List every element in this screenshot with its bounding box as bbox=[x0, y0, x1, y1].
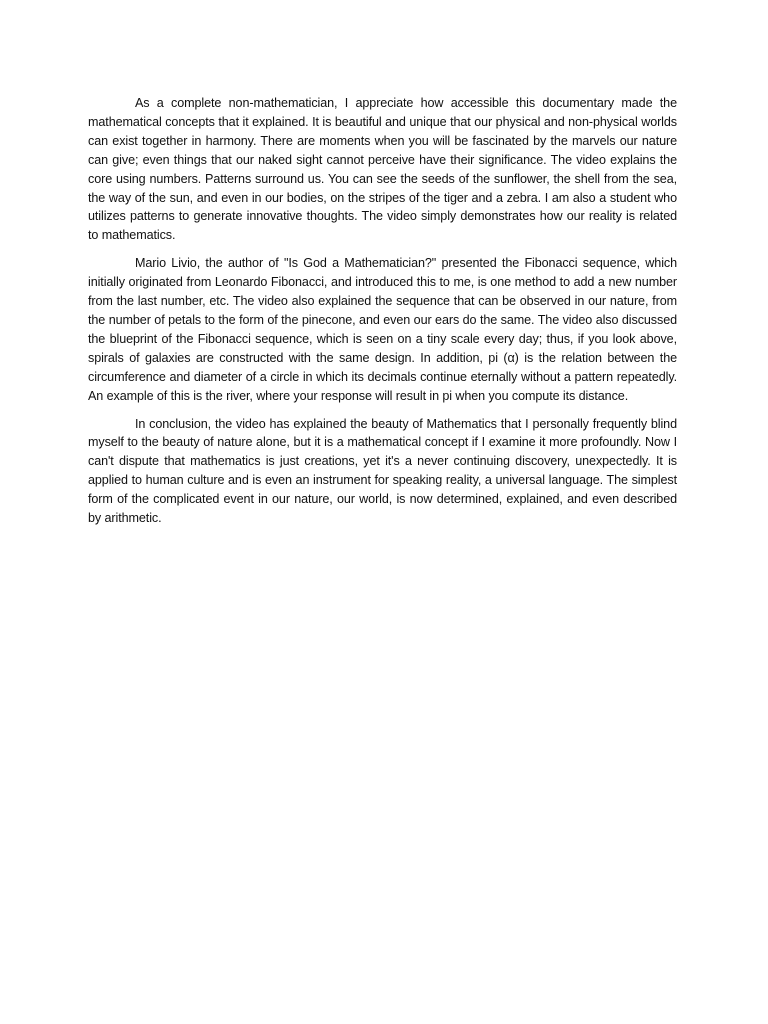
paragraph-fibonacci: Mario Livio, the author of "Is God a Mathematician?" presented the Fibonacci sequence, which initially originated from Leonardo Fibonacci, and introduced this to me, is one method to add a new number from the last number, etc. The video also explained the sequence that can be observed in our nature, from the number of petals to the form of the pinecone, and even our ears do the same. The video also discussed the blueprint of the Fibonacci sequence, which is seen on a tiny scale every day; thus, if you look above, spirals of galaxies are constructed with the same design. In addition, pi (α) is the relation between the circumference and diameter of a circle in which its decimals continue eternally without a pattern repeatedly. An example of this is the river, where your response will result in pi when you compute its distance. bbox=[88, 256, 677, 403]
paragraph-conclusion: In conclusion, the video has explained the beauty of Mathematics that I personally frequently blind myself to the beauty of nature alone, but it is a mathematical concept if I examine it more profoundly. Now I can't dispute that mathematics is just creations, yet it's a never continuing discovery, unexpectedly. It is applied to human culture and is even an instrument for speaking reality, a universal language. The simplest form of the complicated event in our nature, our world, is now determined, explained, and even described by arithmetic. bbox=[88, 416, 677, 526]
paragraph-intro: As a complete non-mathematician, I appreciate how accessible this documentary made the mathematical concepts that it explained. It is beautiful and unique that our physical and non-physical worlds can exist together in harmony. There are moments when you will be fascinated by the marvels our nature can give; even things that our naked sight cannot perceive have their significance. The video explains the core using numbers. Patterns surround us. You can see the seeds of the sunflower, the shell from the sea, the way of the sun, and even in our bodies, on the stripes of the tiger and a zebra. I am also a student who utilizes patterns to generate innovative thoughts. The video simply demonstrates how our reality is related to mathematics. bbox=[88, 96, 677, 243]
document-body bbox=[88, 94, 677, 537]
